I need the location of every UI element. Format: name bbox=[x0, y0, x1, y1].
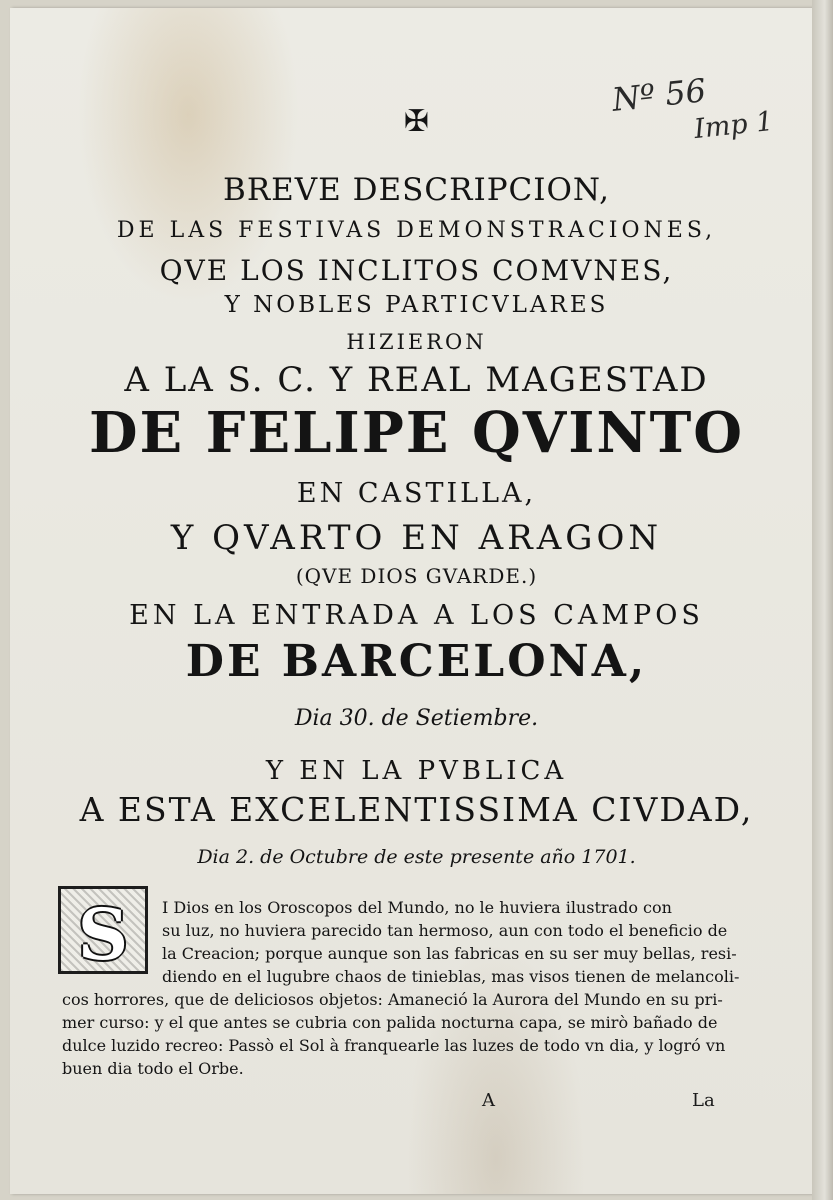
title-line: A LA S. C. Y REAL MAGESTAD bbox=[124, 360, 709, 400]
body-text-line: diendo en el lugubre chaos de tinieblas, mas visos tienen de melancoli- bbox=[162, 967, 740, 986]
title-line: BREVE DESCRIPCION, bbox=[223, 172, 610, 208]
title-line: Y QVARTO EN ARAGON bbox=[170, 518, 663, 558]
title-city: DE BARCELONA, bbox=[185, 636, 648, 687]
title-line: QVE LOS INCLITOS COMVNES, bbox=[159, 254, 674, 287]
title-line: EN CASTILLA, bbox=[296, 478, 537, 509]
handwritten-imp: Imp 1 bbox=[692, 105, 775, 146]
title-line: HIZIERON bbox=[346, 330, 487, 354]
body-text-line: la Creacion; porque aunque son las fabricas en su ser muy bellas, resi- bbox=[162, 944, 737, 963]
title-line: EN LA ENTRADA A LOS CAMPOS bbox=[129, 600, 704, 631]
title-main: DE FELIPE QVINTO bbox=[88, 400, 745, 466]
drop-cap-letter: S bbox=[77, 893, 129, 976]
title-line: DE LAS FESTIVAS DEMONSTRACIONES, bbox=[116, 218, 717, 243]
body-text-line: cos horrores, que de deliciosos objetos: Amaneció la Aurora del Mundo en su pri- bbox=[62, 990, 723, 1009]
body-text-line: mer curso: y el que antes se cubria con palida nocturna capa, se mirò bañado de bbox=[62, 1013, 718, 1032]
body-text-line: dulce luzido recreo: Passò el Sol à franquearle las luzes de todo vn dia, y logró vn bbox=[62, 1036, 726, 1055]
title-line: (QVE DIOS GVARDE.) bbox=[295, 564, 538, 588]
signature-mark: A bbox=[482, 1090, 495, 1111]
title-line: Y NOBLES PARTICVLARES bbox=[224, 292, 609, 318]
body-text-line: su luz, no huviera parecido tan hermoso, aun con todo el beneficio de bbox=[162, 921, 728, 940]
cross-ornament-icon: ✠ bbox=[403, 104, 430, 139]
title-line: A ESTA EXCELENTISSIMA CIVDAD, bbox=[79, 790, 754, 829]
body-text-line: buen dia todo el Orbe. bbox=[62, 1059, 244, 1078]
date-line: Dia 30. de Setiembre. bbox=[294, 706, 539, 731]
date-line: Dia 2. de Octubre de este presente año 1701. bbox=[197, 846, 636, 868]
drop-cap bbox=[58, 886, 148, 974]
catchword: La bbox=[692, 1090, 715, 1111]
body-text-line: I Dios en los Oroscopos del Mundo, no le huviera ilustrado con bbox=[162, 898, 672, 917]
title-line: Y EN LA PVBLICA bbox=[265, 756, 568, 786]
handwritten-number: Nº 56 bbox=[610, 71, 708, 119]
